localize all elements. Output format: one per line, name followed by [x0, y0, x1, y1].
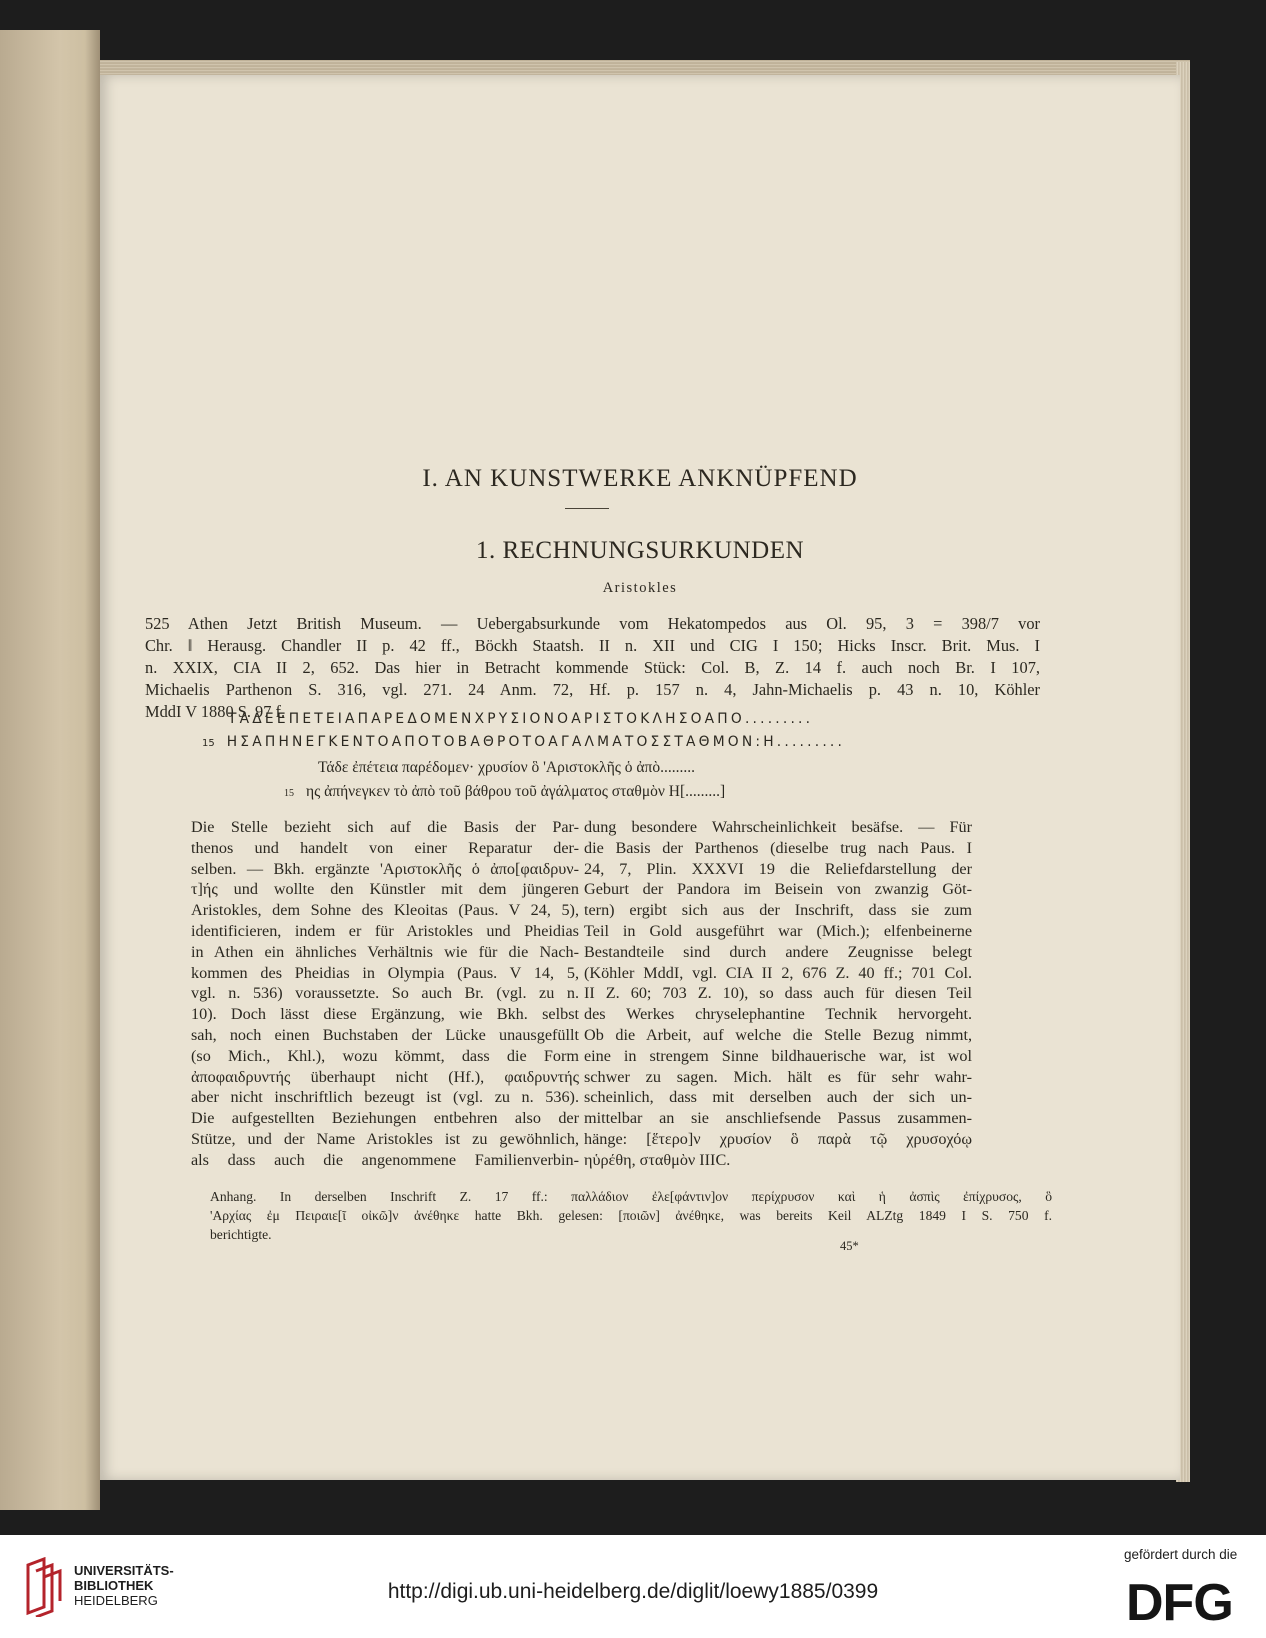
appendix-line: 'Αρχίας ἐμ Πειραιε[ῖ οἰκῶ]ν ἀνέθηκε hatte Bkh. gelesen: [ποιῶν] ἀνέθηκε, was bereits Keil ALZtg 1849 I S. 750 f. — [210, 1208, 1052, 1223]
column-line: thenos und handelt von einer Reparatur der- — [191, 838, 579, 857]
column-line: Geburt der Pandora im Beisein von zwanzig Göt- — [584, 880, 972, 899]
appendix-line: Anhang. In derselben Inschrift Z. 17 ff.: παλλάδιον ἐλε[φάντιν]ον περίχρυσον καὶ ἡ ἀσπὶς ἐπίχρυσος, ὃ — [210, 1189, 1052, 1204]
column-line: als dass auch die angenommene Familienverbin- — [191, 1150, 579, 1169]
column-line: des Werkes chryselephantine Technik hervorgeht. — [584, 1005, 972, 1024]
left-page-edge — [0, 30, 100, 1510]
inscription-text: ΗΣΑΠΗΝΕΓΚΕΝΤΟΑΠΟΤΟΒΑΘΡΟΤΟΑΓΑΛΜΑΤΟΣΣΤΑΘΜΟΝ:Η......... — [226, 734, 846, 750]
column-line: hänge: [ἕτερο]ν χρυσίον ὃ παρὰ τῷ χρυσοχόῳ — [584, 1129, 972, 1148]
appendix-line: berichtigte. — [210, 1227, 272, 1242]
footer-bar — [0, 1535, 1266, 1638]
transcription-line-1: Τάδε ἐπέτεια παρέδομεν· χρυσίον ὃ 'Αριστοκλῆς ὁ ἀπὸ......... — [318, 759, 696, 776]
column-line: kommen des Pheidias in Olympia (Paus. V 14, 5, — [191, 963, 579, 982]
column-line: (so Mich., Khl.), wozu kömmt, dass die Form — [191, 1046, 579, 1065]
heading-divider — [565, 508, 609, 509]
column-line: sah, noch einen Buchstaben der Lücke unausgefüllt — [191, 1025, 579, 1044]
column-line: 10). Doch lässt diese Ergänzung, wie Bkh. selbst — [191, 1005, 579, 1024]
column-line: vgl. n. 536) voraussetzte. So auch Br. (vgl. zu n. — [191, 984, 579, 1003]
commentary-left-column — [191, 817, 579, 1171]
column-line: dung besondere Wahrscheinlichkeit besäfse. — Für — [584, 818, 972, 836]
column-line: ἀποφαιδρυντής überhaupt nicht (Hf.), φαιδρυντής — [191, 1067, 579, 1086]
column-line: Stütze, und der Name Aristokles ist zu gewöhnlich, — [191, 1129, 579, 1148]
intro-line: MddI V 1880 S. 97 f. — [145, 702, 286, 721]
column-line: Die Stelle bezieht sich auf die Basis der Par- — [191, 818, 579, 836]
logo-line: UNIVERSITÄTS- — [74, 1563, 174, 1578]
column-line: Die aufgestellten Beziehungen entbehren also der — [191, 1109, 579, 1128]
column-line: Aristokles, dem Sohne des Kleoitas (Paus. V 24, 5), — [191, 901, 579, 920]
column-line: mittelbar an sie anschliefsende Passus zusammen- — [584, 1109, 972, 1128]
book-page — [100, 75, 1180, 1480]
logo-line: BIBLIOTHEK — [74, 1578, 154, 1593]
section-heading: I. AN KUNSTWERKE ANKNÜPFEND — [422, 465, 858, 492]
subsection-heading: 1. RECHNUNGSURKUNDEN — [475, 537, 805, 564]
dfg-logo[interactable]: DFG — [1126, 1574, 1233, 1632]
intro-line: n. XXIX, CIA II 2, 652. Das hier in Betracht kommende Stück: Col. B, Z. 14 f. auch noch Br. I 107, — [145, 658, 1040, 677]
column-line: aber nicht inschriftlich bezeugt ist (vgl. zu n. 536). — [191, 1088, 579, 1107]
author-heading: Aristokles — [602, 580, 678, 596]
column-line: Ob die Arbeit, auf welche die Stelle Bezug nimmt, — [584, 1025, 972, 1044]
column-line: 24, 7, Plin. XXXVI 19 die Reliefdarstellung der — [584, 859, 972, 878]
column-line: (Köhler MddI, vgl. CIA II 2, 676 Z. 40 ff.; 701 Col. — [584, 963, 972, 982]
intro-line: 525 Athen Jetzt British Museum. — Uebergabsurkunde vom Hekatompedos aus Ol. 95, 3 = 398/7 vor — [145, 614, 1040, 633]
logo-line: HEIDELBERG — [74, 1593, 158, 1608]
appendix-note — [210, 1187, 1052, 1244]
commentary-right-column — [584, 817, 972, 1171]
column-line: Bestandteile sind durch andere Zeugnisse belegt — [584, 942, 972, 961]
page-number: 45* — [840, 1239, 859, 1253]
column-line: tern) ergibt sich aus der Inschrift, dass sie zum — [584, 901, 972, 920]
column-line: scheinlich, dass mit derselben auch der sich un- — [584, 1088, 972, 1107]
column-line: die Basis der Parthenos (dieselbe trug nach Paus. I — [584, 838, 972, 857]
column-line: II Z. 60; 703 Z. 10), so dass auch für diesen Teil — [584, 984, 972, 1003]
entry-intro — [145, 613, 1040, 723]
inscription-line-2 — [202, 734, 845, 750]
funding-label: gefördert durch die — [1124, 1547, 1238, 1562]
column-line: Teil in Gold ausgeführt war (Mich.); elfenbeinerne — [584, 921, 972, 940]
column-line: in Athen ein ähnliches Verhältnis wie für die Nach- — [191, 942, 579, 961]
column-line: schwer zu sagen. Mich. hält es für sehr wahr- — [584, 1067, 972, 1086]
column-line: eine in strengem Sinne bildhauerische war, ist wol — [584, 1046, 972, 1065]
source-url-link[interactable]: http://digi.ub.uni-heidelberg.de/diglit/loewy1885/0399 — [387, 1580, 879, 1603]
intro-line: Chr. ‖ Herausg. Chandler II p. 42 ff., Böckh Staatsh. II n. XII und CIG I 150; Hicks Inscr. Brit. Mus. I — [145, 636, 1040, 655]
column-line: selben. — Bkh. ergänzte 'Αριστοκλῆς ὁ ἀπο[φαιδρυν- — [191, 859, 579, 878]
inscription-line-1: ΤΑΔΕΕΠΕΤΕΙΑΠΑΡΕΔΟΜΕΝΧΡΥΣΙΟΝΟΑΡΙΣΤΟΚΛΗΣΟΑΠΟ......... — [228, 711, 814, 727]
column-line: identificieren, indem er für Aristokles und Pheidias — [191, 921, 579, 940]
column-line: ηὑρέθη, σταθμὸν IIIC. — [584, 1150, 731, 1169]
transcription-text: ης ἀπήνεγκεν τὸ ἀπὸ τοῦ βάθρου τοῦ ἀγάλματος σταθμὸν Η[.........] — [306, 783, 726, 800]
column-line: τ]ής und wollte den Künstler mit dem jüngeren — [191, 880, 579, 899]
line-number: 15 — [284, 788, 294, 799]
line-number: 15 — [202, 738, 215, 749]
transcription-line-2 — [284, 783, 725, 801]
intro-line: Michaelis Parthenon S. 316, vgl. 271. 24 Anm. 72, Hf. p. 157 n. 4, Jahn-Michaelis p. 43 n. 10, Köhler — [145, 680, 1040, 699]
